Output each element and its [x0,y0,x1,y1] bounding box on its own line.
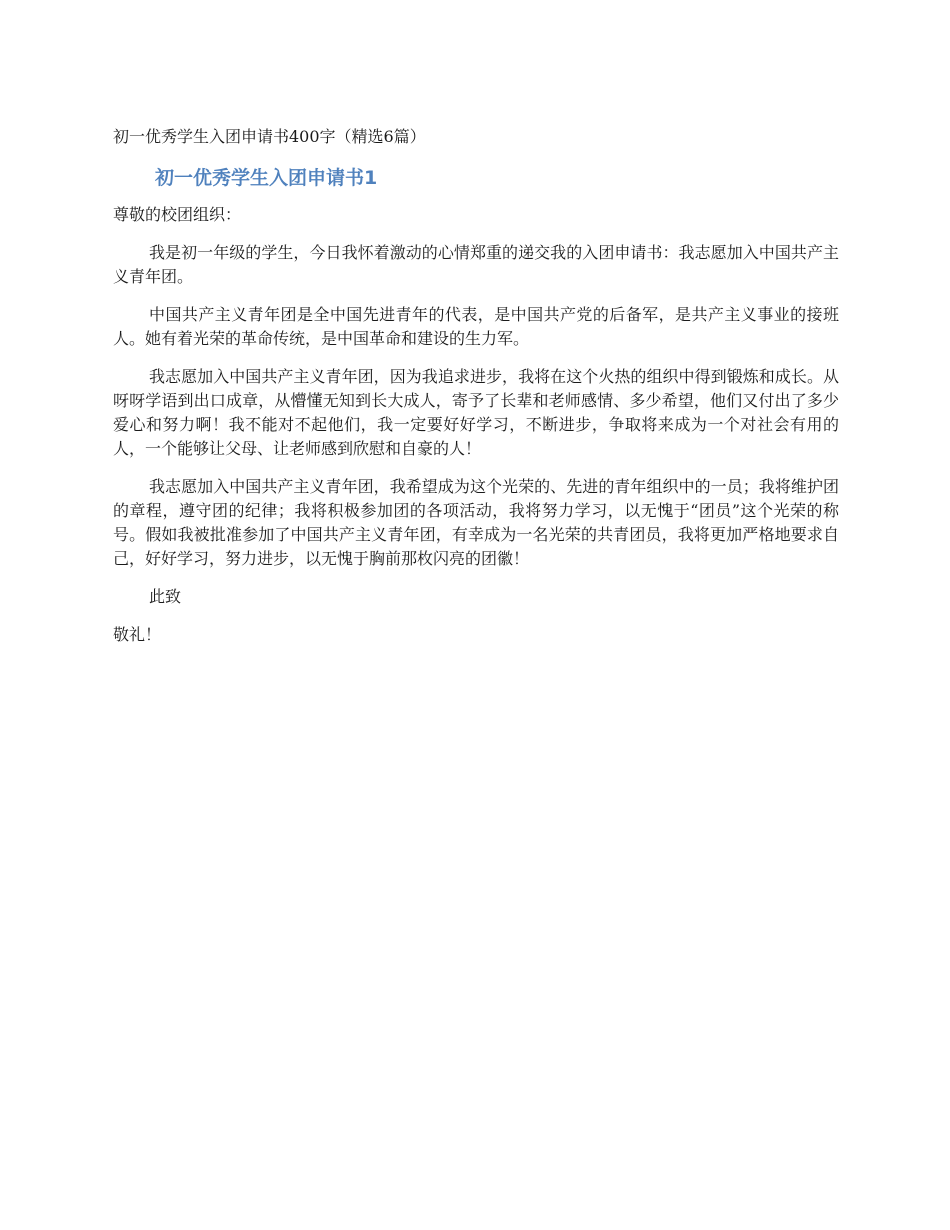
closing-line-2: 敬礼！ [113,625,162,644]
document-body [113,203,839,661]
section-heading: 初一优秀学生入团申请书1 [155,167,378,189]
document-title: 初一优秀学生入团申请书400字（精选6篇） [113,127,426,146]
paragraph-1: 我是初一年级的学生，今日我怀着激动的心情郑重的递交我的入团申请书：我志愿加入中国共产主义青年团。 [113,243,839,286]
salutation: 尊敬的校团组织： [113,205,242,224]
paragraph-2: 中国共产主义青年团是全中国先进青年的代表，是中国共产党的后备军，是共产主义事业的接班人。她有着光荣的革命传统，是中国革命和建设的生力军。 [113,305,839,348]
paragraph-4: 我志愿加入中国共产主义青年团，我希望成为这个光荣的、先进的青年组织中的一员；我将维护团的章程，遵守团的纪律；我将积极参加团的各项活动，我将努力学习，以无愧于“团员”这个光荣的称号。假如我被批准参加了中国共产主义青年团，有幸成为一名光荣的共青团员，我将更加严格地要求自己，好好学习，努力进步，以无愧于胸前那枚闪亮的团徽！ [113,477,839,568]
closing-line-1: 此致 [149,587,182,606]
paragraph-3: 我志愿加入中国共产主义青年团，因为我追求进步，我将在这个火热的组织中得到锻炼和成长。从呀呀学语到出口成章，从懵懂无知到长大成人，寄予了长辈和老师感情、多少希望，他们又付出了多少爱心和努力啊！我不能对不起他们，我一定要好好学习，不断进步，争取将来成为一个对社会有用的人，一个能够让父母、让老师感到欣慰和自豪的人！ [113,367,839,458]
